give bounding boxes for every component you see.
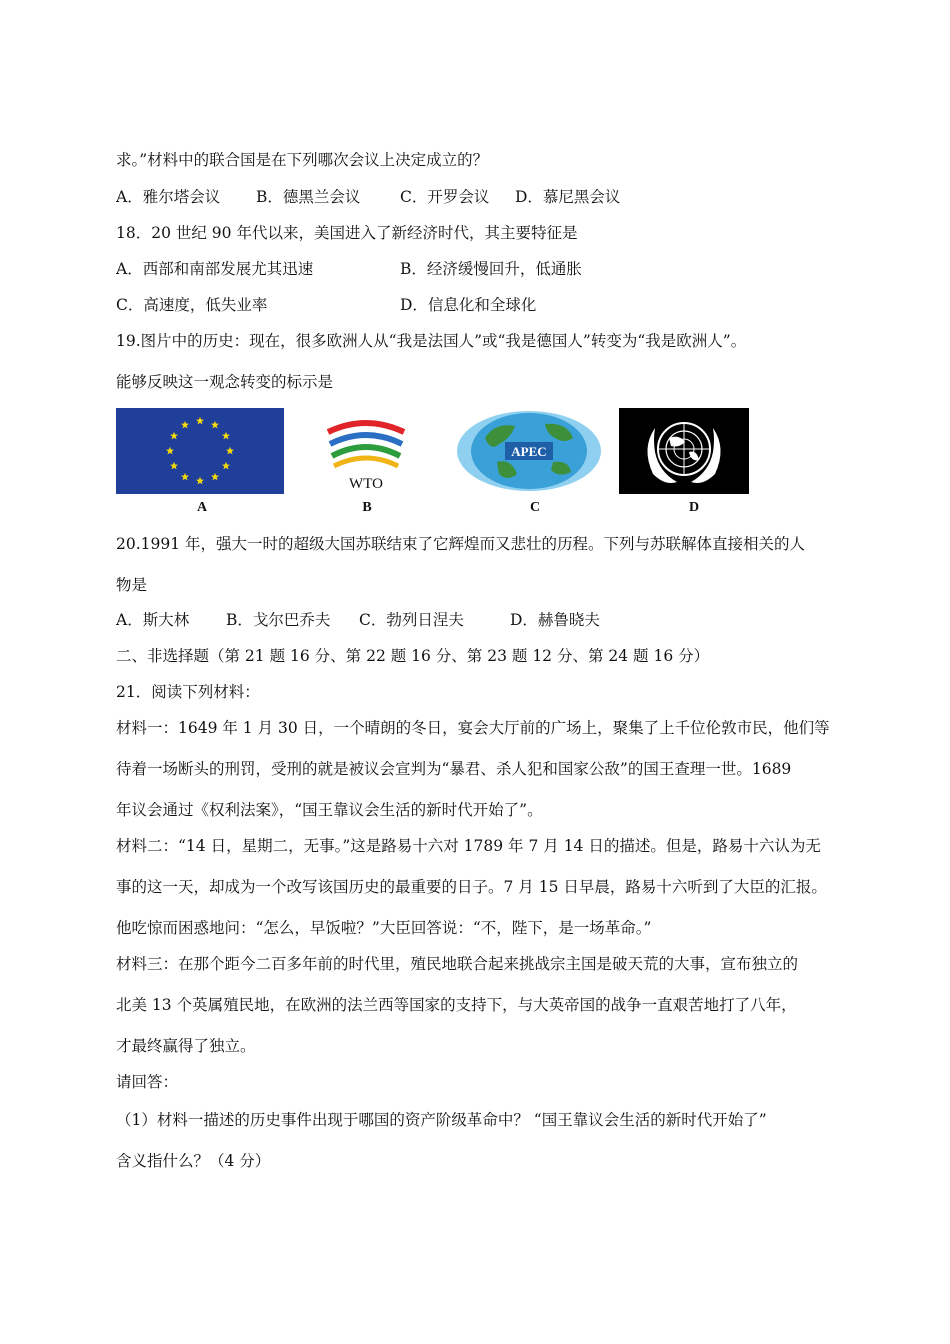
material-3-line2: 北美 13 个英属殖民地，在欧洲的法兰西等国家的支持下，与大英帝国的战争一直艰苦地打了八年， xyxy=(116,996,797,1014)
material-2-line2: 事的这一天，却成为一个改写该国历史的最重要的日子。7 月 15 日早晨，路易十六听到了大臣的汇报。 xyxy=(116,878,827,896)
q18-option-a: A．西部和南部发展尤其迅速 xyxy=(116,260,314,278)
un-emblem-icon xyxy=(619,408,749,494)
apec-label: APEC xyxy=(511,444,547,459)
material-3-line1: 材料三：在那个距今二百多年前的时代里，殖民地联合起来挑战宗主国是破天荒的大事，宣布独立的 xyxy=(116,955,799,973)
q20-option-a: A．斯大林 xyxy=(116,611,190,629)
sub-question-1-line2: 含义指什么？（4 分） xyxy=(116,1152,271,1170)
please-answer-label: 请回答： xyxy=(116,1073,179,1091)
material-1-line2: 待着一场断头的刑罚，受刑的就是被议会宣判为“暴君、杀人犯和国家公敌”的国王查理一世。1689 xyxy=(116,760,792,778)
apec-logo-icon xyxy=(455,408,603,494)
q20-option-c: C．勃列日涅夫 xyxy=(359,611,464,629)
q18-stem: 18．20 世纪 90 年代以来，美国进入了新经济时代，其主要特征是 xyxy=(116,224,578,242)
material-2-line1: 材料二：“14 日，星期二，无事。”这是路易十六对 1789 年 7 月 14 日的描述。但是，路易十六认为无 xyxy=(116,837,821,855)
q21-stem: 21．阅读下列材料： xyxy=(116,683,260,701)
q18-option-c: C．高速度，低失业率 xyxy=(116,296,268,314)
sub-question-1-line1: （1）材料一描述的历史事件出现于哪国的资产阶级革命中？ “国王靠议会生活的新时代开始了” xyxy=(116,1111,767,1129)
material-3-line3: 才最终赢得了独立。 xyxy=(116,1037,256,1055)
material-2-line3: 他吃惊而困惑地问：“怎么，早饭啦？”大臣回答说：“不，陛下，是一场革命。” xyxy=(116,919,652,937)
logo-caption-a: A xyxy=(196,500,208,515)
wto-label: WTO xyxy=(349,476,383,492)
q17-option-a: A．雅尔塔会议 xyxy=(116,188,221,206)
logo-caption-b: B xyxy=(362,500,372,515)
q17-option-d: D．慕尼黑会议 xyxy=(515,188,621,206)
eu-flag-icon xyxy=(116,408,284,494)
logo-caption-d: D xyxy=(688,500,700,515)
q17-stem-tail: 求。”材料中的联合国是在下列哪次会议上决定成立的？ xyxy=(116,151,489,169)
q20-option-b: B．戈尔巴乔夫 xyxy=(226,611,331,629)
wto-logo-icon xyxy=(318,408,414,494)
q19-stem-line1: 19.图片中的历史：现在，很多欧洲人从“我是法国人”或“我是德国人”转变为“我是欧洲人”。 xyxy=(116,332,747,350)
q17-option-c: C．开罗会议 xyxy=(400,188,490,206)
logo-caption-c: C xyxy=(529,500,541,515)
q20-option-d: D．赫鲁晓夫 xyxy=(510,611,600,629)
q17-option-b: B．德黑兰会议 xyxy=(256,188,361,206)
q18-option-b: B．经济缓慢回升，低通胀 xyxy=(400,260,582,278)
section-2-heading: 二、非选择题（第 21 题 16 分、第 22 题 16 分、第 23 题 12 分、第 24 题 16 分） xyxy=(116,647,710,665)
q18-option-d: D．信息化和全球化 xyxy=(400,296,537,314)
material-1-line1: 材料一：1649 年 1 月 30 日，一个晴朗的冬日，宴会大厅前的广场上，聚集了上千位伦敦市民，他们等 xyxy=(116,719,830,737)
material-1-line3: 年议会通过《权利法案》，“国王靠议会生活的新时代开始了”。 xyxy=(116,801,543,819)
q20-stem-line2: 物是 xyxy=(116,576,148,594)
q19-stem-line2: 能够反映这一观念转变的标示是 xyxy=(116,373,334,391)
q20-stem-line1: 20.1991 年，强大一时的超级大国苏联结束了它辉煌而又悲壮的历程。下列与苏联解体直接相关的人 xyxy=(116,535,806,553)
